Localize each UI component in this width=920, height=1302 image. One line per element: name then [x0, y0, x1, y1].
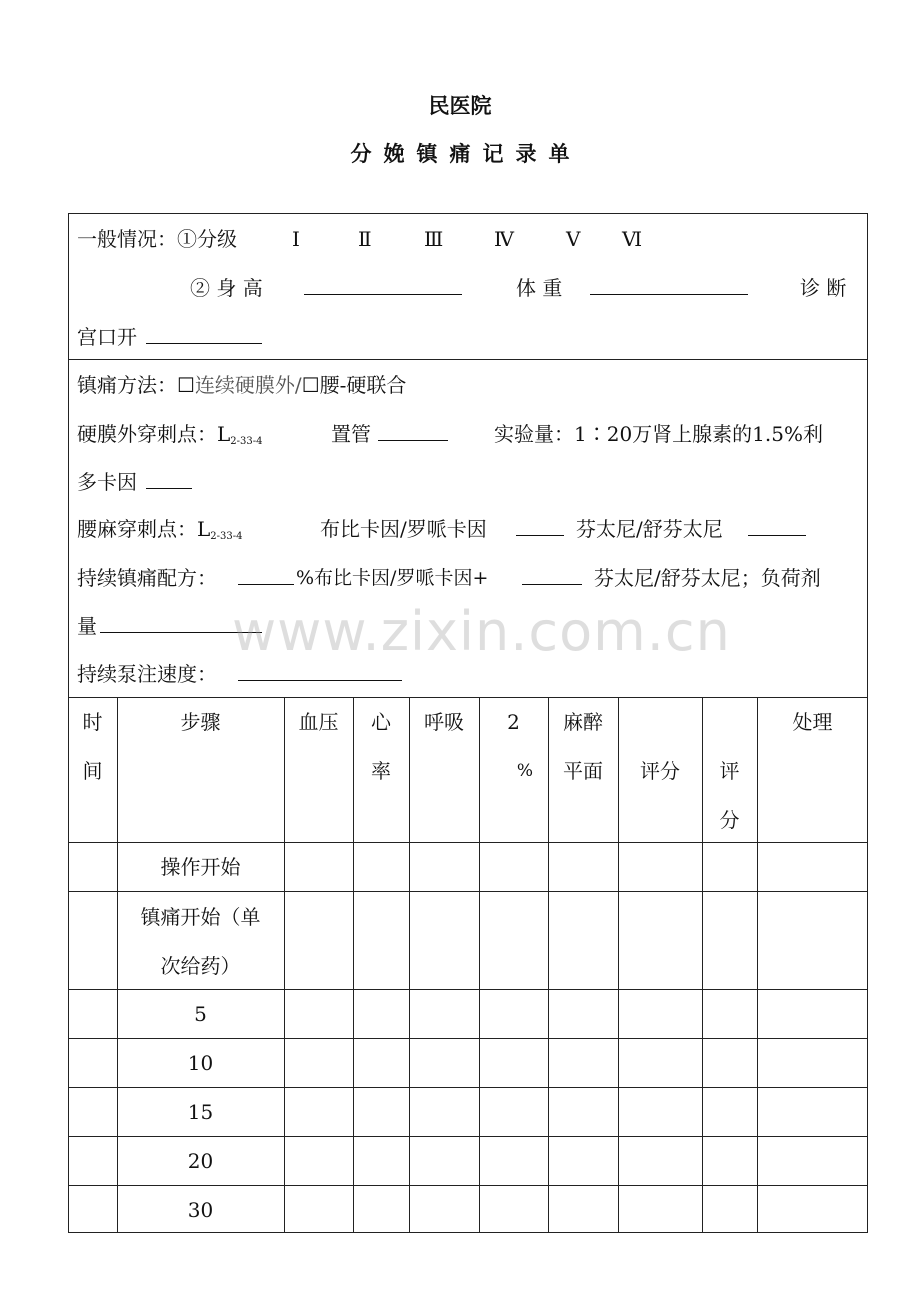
col-divider	[284, 697, 285, 1233]
divider-row-2	[68, 989, 868, 990]
spinal-drug-1: 布比卡因/罗哌卡因	[320, 517, 487, 541]
divider-table-header	[68, 842, 868, 843]
catheter-field[interactable]	[378, 422, 448, 441]
continuous-drug: 芬太尼/舒芬太尼；负荷剂	[594, 566, 821, 590]
header-level-1: 麻醉	[563, 710, 603, 734]
spinal-drug-2-field[interactable]	[748, 517, 806, 536]
header-score: 评分	[640, 759, 680, 783]
continuous-label: 持续镇痛配方：	[77, 566, 217, 590]
row-step-5: 5	[194, 1002, 207, 1026]
height-field[interactable]	[304, 276, 462, 295]
header-time-2: 间	[82, 759, 103, 783]
weight-field[interactable]	[590, 276, 748, 295]
method-label: 镇痛方法：	[77, 373, 177, 397]
spinal-label: 腰麻穿刺点：L	[77, 517, 211, 541]
header-level-2: 平面	[563, 759, 603, 783]
header-score2-1: 评	[719, 759, 740, 783]
grade-4[interactable]: Ⅳ	[494, 227, 514, 251]
divider-row-6	[68, 1185, 868, 1186]
header-score2-2: 分	[719, 808, 740, 832]
option-epidural: 连续硬膜外/	[194, 373, 302, 397]
row-step-analgesia-1: 镇痛开始（单	[140, 905, 261, 929]
grade-2[interactable]: Ⅱ	[358, 227, 372, 251]
spinal-level: 2-33-4	[210, 531, 243, 542]
hospital-name: 民医院	[428, 93, 492, 118]
header-step: 步骤	[180, 710, 221, 734]
epidural-level: 2-33-4	[230, 436, 263, 447]
method-row	[77, 373, 406, 397]
pump-rate-field[interactable]	[238, 662, 402, 681]
header-treatment: 处理	[792, 710, 833, 734]
watermark: www.zixin.com.cn	[232, 600, 731, 663]
form-title: 分娩镇痛记录单	[350, 141, 582, 166]
grade-1[interactable]: Ⅰ	[292, 227, 300, 251]
row-step-start: 操作开始	[160, 855, 241, 879]
height-label: ② 身 高	[190, 276, 263, 300]
row-step-analgesia-2: 次给药）	[160, 954, 241, 978]
header-bp: 血压	[298, 710, 339, 734]
col-divider	[409, 697, 410, 1233]
spinal-puncture	[77, 517, 243, 546]
loading-dose-label: 量	[77, 614, 97, 638]
test-dose-cont: 多卡因	[77, 470, 137, 494]
header-spo2-2: %	[516, 761, 534, 781]
cervix-label: 宫口开	[77, 325, 137, 349]
divider-row-1	[68, 891, 868, 892]
row-step-10: 10	[187, 1051, 214, 1075]
header-hr-2: 率	[371, 759, 391, 783]
header-resp: 呼吸	[424, 710, 464, 734]
grade-3[interactable]: Ⅲ	[424, 227, 444, 251]
divider-general	[68, 359, 868, 360]
catheter-label: 置管	[331, 422, 371, 446]
epidural-puncture	[77, 422, 263, 451]
concentration-field[interactable]	[238, 566, 294, 585]
checkbox-cse[interactable]: ☐	[301, 373, 320, 397]
divider-row-3	[68, 1038, 868, 1039]
grade-6[interactable]: Ⅵ	[622, 227, 643, 251]
test-dose: 实验量：1∶20万肾上腺素的1.5%利	[494, 422, 823, 446]
header-time-1: 时	[82, 710, 103, 734]
col-divider	[757, 697, 758, 1233]
continuous-mid: %布比卡因/罗哌卡因+	[296, 567, 489, 589]
header-spo2-1: 2	[507, 710, 520, 734]
row-step-20: 20	[187, 1149, 214, 1173]
divider-row-4	[68, 1087, 868, 1088]
weight-label: 体 重	[516, 276, 563, 300]
pump-rate-label: 持续泵注速度：	[77, 662, 217, 686]
divider-row-5	[68, 1136, 868, 1137]
spinal-drug-1-field[interactable]	[516, 517, 564, 536]
test-dose-field[interactable]	[146, 470, 192, 489]
grade-5[interactable]: Ⅴ	[566, 227, 581, 251]
option-cse: 腰-硬联合	[319, 373, 407, 397]
checkbox-epidural[interactable]: ☐	[177, 373, 195, 397]
cervix-field[interactable]	[146, 325, 262, 344]
general-label: 一般情况：①分级	[77, 227, 237, 251]
divider-method	[68, 697, 868, 698]
diagnosis-label: 诊 断	[800, 276, 847, 300]
epidural-label: 硬膜外穿刺点：L	[77, 422, 231, 446]
row-step-30: 30	[187, 1198, 214, 1222]
row-step-15: 15	[187, 1100, 214, 1124]
spinal-drug-2: 芬太尼/舒芬太尼	[576, 517, 723, 541]
header-hr-1: 心	[371, 710, 391, 734]
opioid-field[interactable]	[522, 566, 582, 585]
